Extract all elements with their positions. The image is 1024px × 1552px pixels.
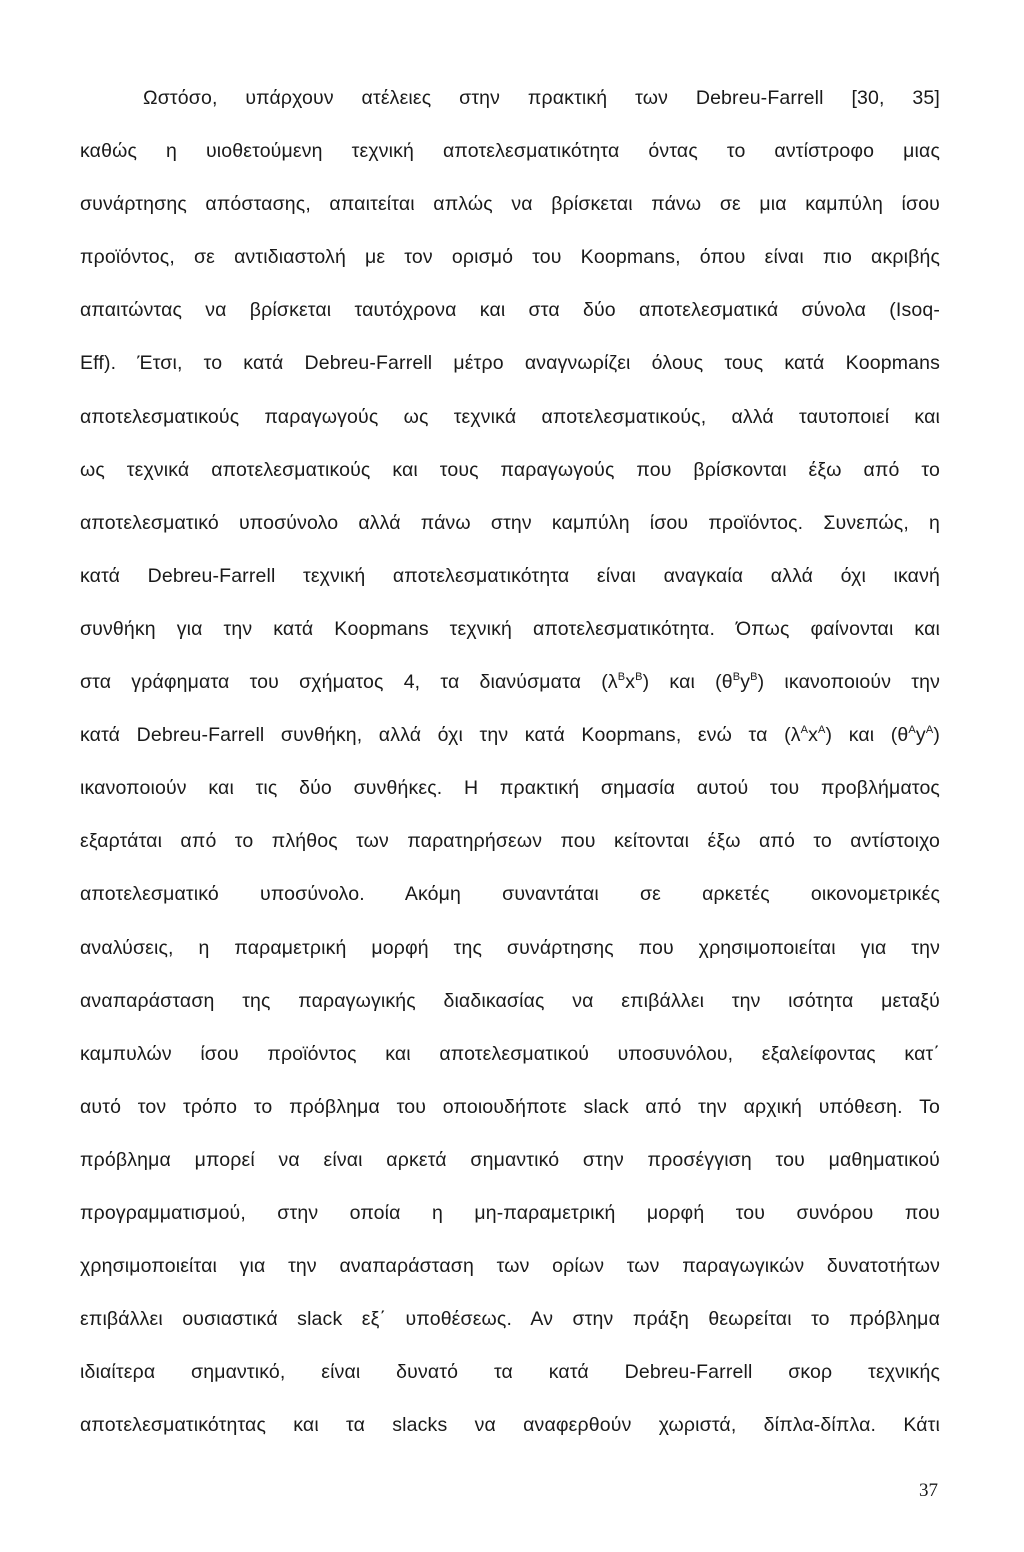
line12-text-a: στα γράφηματα του σχήματος 4, τα διανύσματα (λ — [80, 671, 618, 694]
text-line-5: απαιτώντας να βρίσκεται ταυτόχρονα και στα δύο αποτελεσματικά σύνολα (Isoq- — [80, 299, 940, 322]
line13-text-c: ) και (θ — [825, 724, 909, 747]
line13-text-d: y — [915, 724, 926, 747]
body-paragraph — [80, 72, 940, 1452]
text-line-23: χρησιμοποιείται για την αναπαράσταση των ορίων των παραγωγικών δυνατοτήτων — [80, 1255, 940, 1278]
text-line-4: προϊόντος, σε αντιδιαστολή με τον ορισμό του Koopmans, όπου είναι πιο ακριβής — [80, 246, 940, 269]
line13-text-b: x — [808, 724, 819, 747]
text-line-16: αποτελεσματικό υποσύνολο. Ακόμη συναντάται σε αρκετές οικονομετρικές — [80, 883, 940, 906]
superscript-a: A — [800, 724, 809, 737]
page-number: 37 — [919, 1480, 938, 1501]
text-line-22: προγραμματισμού, στην οποία η μη-παραμετρική μορφή του συνόρου που — [80, 1201, 940, 1224]
text-line-21: πρόβλημα μπορεί να είναι αρκετά σημαντικό στην προσέγγιση του μαθηματικού — [80, 1148, 940, 1171]
text-line-7: αποτελεσματικούς παραγωγούς ως τεχνικά αποτελεσματικούς, αλλά ταυτοποιεί και — [80, 405, 940, 428]
text-line-11: συνθήκη για την κατά Koopmans τεχνική αποτελεσματικότητα. Όπως φαίνονται και — [80, 617, 940, 640]
text-line-9: αποτελεσματικό υποσύνολο αλλά πάνω στην καμπύλη ίσου προϊόντος. Συνεπώς, η — [80, 511, 940, 534]
text-line-20: αυτό τον τρόπο το πρόβλημα του οποιουδήποτε slack από την αρχική υπόθεση. Το — [80, 1095, 940, 1118]
text-line-15: εξαρτάται από το πλήθος των παρατηρήσεων που κείτονται έξω από το αντίστοιχο — [80, 830, 940, 853]
text-line-19: καμπυλών ίσου προϊόντος και αποτελεσματικού υποσυνόλου, εξαλείφοντας κατ΄ — [80, 1042, 940, 1065]
text-line-6: Eff). Έτσι, το κατά Debreu-Farrell μέτρο αναγνωρίζει όλους τους κατά Koopmans — [80, 352, 940, 375]
text-line-17: αναλύσεις, η παραμετρική μορφή της συνάρτησης που χρησιμοποιείται για την — [80, 936, 940, 959]
text-line-2: καθώς η υιοθετούμενη τεχνική αποτελεσματικότητα όντας το αντίστροφο μιας — [80, 140, 940, 163]
text-line-10: κατά Debreu-Farrell τεχνική αποτελεσματικότητα είναι αναγκαία αλλά όχι ικανή — [80, 564, 940, 587]
line12-text-e: ) ικανοποιούν την — [757, 671, 940, 694]
superscript-a: A — [818, 724, 826, 737]
superscript-b: B — [750, 671, 758, 684]
superscript-b: B — [617, 671, 626, 684]
text-line-3: συνάρτησης απόστασης, απαιτείται απλώς να βρίσκεται πάνω σε μια καμπύλη ίσου — [80, 193, 940, 216]
text-line-24: επιβάλλει ουσιαστικά slack εξ΄ υποθέσεως. Αν στην πράξη θεωρείται το πρόβλημα — [80, 1308, 940, 1331]
text-line-8: ως τεχνικά αποτελεσματικούς και τους παραγωγούς που βρίσκονται έξω από το — [80, 458, 940, 481]
text-line-13 — [80, 709, 940, 762]
line12-text-b: x — [625, 671, 636, 694]
superscript-b: B — [635, 671, 643, 684]
text-line-26: αποτελεσματικότητας και τα slacks να αναφερθούν χωριστά, δίπλα-δίπλα. Κάτι — [80, 1414, 940, 1437]
superscript-b: B — [732, 671, 741, 684]
superscript-a: A — [908, 724, 916, 737]
text-line-12 — [80, 656, 940, 709]
text-line-14: ικανοποιούν και τις δύο συνθήκες. Η πρακτική σημασία αυτού του προβλήματος — [80, 777, 940, 800]
superscript-a: A — [925, 724, 934, 737]
line12-text-c: ) και (θ — [642, 671, 733, 694]
line13-text-a: κατά Debreu-Farrell συνθήκη, αλλά όχι την κατά Koopmans, ενώ τα (λ — [80, 724, 801, 747]
line12-text-d: y — [740, 671, 751, 694]
text-line-18: αναπαράσταση της παραγωγικής διαδικασίας να επιβάλλει την ισότητα μεταξύ — [80, 989, 940, 1012]
text-line-1: Ωστόσο, υπάρχουν ατέλειες στην πρακτική των Debreu-Farrell [30, 35] — [143, 87, 940, 109]
text-line-25: ιδιαίτερα σημαντικό, είναι δυνατό τα κατά Debreu-Farrell σκορ τεχνικής — [80, 1361, 940, 1384]
line13-text-e: ) — [933, 724, 940, 747]
